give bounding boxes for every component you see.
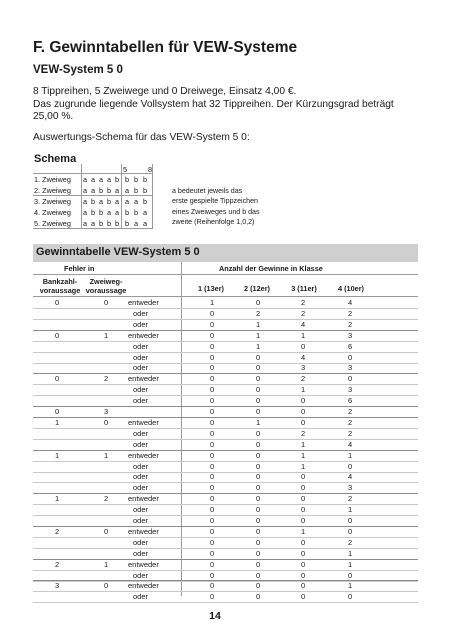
- count-cell: 0: [210, 548, 215, 558]
- schema-cell: a: [107, 208, 112, 217]
- count-cell: 0: [210, 461, 215, 471]
- schema-cell: a: [134, 219, 139, 228]
- count-cell: 0: [256, 483, 261, 493]
- count-cell: 0: [210, 319, 215, 329]
- group-rule: [33, 559, 418, 560]
- zweiweg-cell: 2: [104, 494, 109, 504]
- schema-cell: a: [143, 219, 148, 228]
- row-connector: oder: [133, 570, 149, 580]
- count-cell: 0: [256, 581, 261, 591]
- count-cell: 0: [210, 396, 215, 406]
- count-cell: 0: [210, 352, 215, 362]
- zweiweg-cell: 0: [104, 417, 109, 427]
- count-cell: 1: [348, 505, 353, 515]
- col-header-class: 4 (10er): [338, 284, 364, 293]
- row-connector: oder: [133, 516, 149, 525]
- schema-cell: b: [134, 186, 139, 195]
- count-cell: 0: [348, 352, 353, 362]
- count-cell: 0: [256, 450, 261, 460]
- count-cell: 1: [301, 330, 306, 340]
- col-header-class: 1 (13er): [198, 284, 224, 293]
- count-cell: 0: [256, 516, 261, 525]
- count-cell: 0: [256, 592, 261, 602]
- count-cell: 0: [301, 537, 306, 547]
- schema-cell: b: [143, 197, 148, 206]
- row-rule: [33, 384, 418, 385]
- row-connector: oder: [133, 592, 149, 602]
- schema-cell: a: [134, 197, 139, 206]
- count-cell: 3: [348, 385, 353, 395]
- count-cell: 3: [348, 483, 353, 493]
- count-cell: 0: [256, 494, 261, 504]
- schema-cell: b: [115, 175, 120, 184]
- count-cell: 0: [210, 330, 215, 340]
- row-connector: entweder: [128, 494, 159, 504]
- row-connector: oder: [133, 363, 149, 373]
- zweiweg-cell: 0: [104, 298, 109, 307]
- schema-cell: a: [91, 186, 96, 195]
- schema-cell: a: [83, 219, 88, 228]
- count-cell: 0: [210, 592, 215, 602]
- row-connector: entweder: [128, 330, 159, 340]
- row-rule: [33, 570, 418, 571]
- count-cell: 6: [348, 341, 353, 351]
- count-cell: 2: [301, 308, 306, 318]
- count-cell: 0: [210, 537, 215, 547]
- schema-table: [33, 152, 153, 229]
- count-cell: 0: [301, 592, 306, 602]
- count-cell: 1: [301, 439, 306, 449]
- bankzahl-cell: 1: [55, 417, 60, 427]
- count-cell: 0: [301, 341, 306, 351]
- count-cell: 0: [348, 516, 353, 525]
- count-cell: 1: [256, 417, 261, 427]
- schema-cell: b: [134, 208, 139, 217]
- row-rule: [33, 591, 418, 592]
- page-title: F. Gewinntabellen für VEW-Systeme: [33, 39, 298, 56]
- row-connector: oder: [133, 472, 149, 482]
- row-rule: [33, 308, 418, 309]
- schema-col-label: 5: [123, 165, 128, 174]
- bankzahl-cell: 0: [55, 330, 60, 340]
- row-connector: oder: [133, 308, 149, 318]
- schema-cell: b: [134, 175, 139, 184]
- row-connector: oder: [133, 385, 149, 395]
- count-cell: 2: [348, 417, 353, 427]
- count-cell: 2: [301, 374, 306, 384]
- schema-cell: a: [99, 175, 104, 184]
- count-cell: 0: [210, 472, 215, 482]
- count-cell: 0: [301, 581, 306, 591]
- row-rule: [33, 504, 418, 505]
- count-cell: 0: [301, 417, 306, 427]
- row-connector: entweder: [128, 298, 159, 307]
- row-connector: oder: [133, 352, 149, 362]
- schema-cell: a: [107, 175, 112, 184]
- schema-cell: a: [115, 197, 120, 206]
- group-rule: [33, 373, 418, 374]
- count-cell: 0: [210, 417, 215, 427]
- zweiweg-cell: 0: [104, 581, 109, 591]
- row-connector: entweder: [128, 374, 159, 384]
- row-connector: entweder: [128, 581, 159, 591]
- system-title: VEW-System 5 0: [33, 64, 123, 76]
- schema-row-label: 4. Zweiweg: [34, 208, 71, 217]
- schema-cell: b: [99, 186, 104, 195]
- count-cell: 0: [210, 559, 215, 569]
- row-rule: [33, 428, 418, 429]
- schema-cell: b: [125, 219, 130, 228]
- row-rule: [33, 537, 418, 538]
- count-cell: 0: [256, 548, 261, 558]
- count-cell: 0: [256, 298, 261, 307]
- schema-rule: [121, 164, 122, 229]
- count-cell: 4: [348, 298, 353, 307]
- schema-cell: b: [107, 197, 112, 206]
- count-cell: 0: [210, 450, 215, 460]
- count-cell: 0: [348, 592, 353, 602]
- fehler-in-header: Fehler in: [64, 264, 95, 273]
- count-cell: 0: [256, 363, 261, 373]
- schema-cell: b: [91, 197, 96, 206]
- count-cell: 2: [348, 428, 353, 438]
- group-rule: [33, 450, 418, 451]
- zweiweg-cell: 1: [104, 450, 109, 460]
- count-cell: 2: [301, 298, 306, 307]
- count-cell: 0: [256, 396, 261, 406]
- schema-cell: b: [125, 208, 130, 217]
- count-cell: 2: [348, 494, 353, 504]
- group-rule: [33, 406, 418, 407]
- count-cell: 1: [348, 450, 353, 460]
- count-cell: 0: [301, 483, 306, 493]
- row-connector: entweder: [128, 450, 159, 460]
- page-number: 14: [209, 610, 221, 622]
- schema-note-line: erste gespielte Tippzeichen: [172, 197, 258, 206]
- count-cell: 0: [256, 407, 261, 416]
- row-connector: oder: [133, 483, 149, 493]
- row-rule: [33, 602, 418, 603]
- count-cell: 0: [301, 494, 306, 504]
- row-connector: entweder: [128, 559, 159, 569]
- row-connector: oder: [133, 341, 149, 351]
- row-rule: [33, 482, 418, 483]
- col-header-class: 2 (12er): [244, 284, 270, 293]
- count-cell: 0: [256, 385, 261, 395]
- schema-cell: a: [125, 197, 130, 206]
- schema-row-label: 2. Zweiweg: [34, 186, 71, 195]
- row-connector: entweder: [128, 417, 159, 427]
- zweiweg-cell: 3: [104, 407, 109, 416]
- count-cell: 0: [301, 396, 306, 406]
- row-connector: oder: [133, 428, 149, 438]
- count-cell: 0: [210, 374, 215, 384]
- count-cell: 0: [348, 570, 353, 580]
- schema-row-label: 1. Zweiweg: [34, 175, 71, 184]
- count-cell: 0: [210, 516, 215, 525]
- count-cell: 0: [210, 505, 215, 515]
- schema-cell: b: [143, 186, 148, 195]
- count-cell: 3: [348, 330, 353, 340]
- row-connector: oder: [133, 461, 149, 471]
- count-cell: 1: [256, 319, 261, 329]
- schema-cell: a: [125, 186, 130, 195]
- row-connector: oder: [133, 396, 149, 406]
- count-cell: 0: [256, 570, 261, 580]
- count-cell: 0: [256, 537, 261, 547]
- count-cell: 0: [210, 439, 215, 449]
- zweiweg-cell: 1: [104, 330, 109, 340]
- count-cell: 0: [348, 374, 353, 384]
- group-rule: [33, 493, 418, 494]
- schema-cell: b: [99, 208, 104, 217]
- schema-cell: a: [83, 186, 88, 195]
- count-cell: 0: [210, 341, 215, 351]
- count-cell: 4: [348, 472, 353, 482]
- schema-cell: a: [83, 175, 88, 184]
- count-cell: 0: [210, 526, 215, 536]
- count-cell: 0: [210, 581, 215, 591]
- schema-cell: a: [115, 208, 120, 217]
- row-rule: [33, 548, 418, 549]
- count-cell: 2: [256, 308, 261, 318]
- bankzahl-cell: 0: [55, 298, 60, 307]
- count-cell: 0: [256, 505, 261, 515]
- count-cell: 4: [301, 352, 306, 362]
- group-rule: [33, 417, 418, 418]
- bankzahl-cell: 3: [55, 581, 60, 591]
- schema-cell: b: [125, 175, 130, 184]
- row-connector: oder: [133, 537, 149, 547]
- count-cell: 0: [256, 374, 261, 384]
- count-cell: 0: [301, 472, 306, 482]
- count-cell: 0: [210, 407, 215, 416]
- group-rule: [33, 580, 418, 581]
- row-rule: [33, 352, 418, 353]
- gewinntabelle-title: Gewinntabelle VEW-System 5 0: [36, 246, 200, 258]
- col-header-zweiweg: Zweiweg- voraussage: [85, 277, 127, 295]
- count-cell: 2: [348, 308, 353, 318]
- table-rule: [33, 296, 418, 297]
- intro-line: 25,00 %.: [33, 111, 74, 123]
- row-rule: [33, 319, 418, 320]
- col-header-class: 3 (11er): [291, 284, 317, 293]
- row-rule: [33, 472, 418, 473]
- table-rule: [181, 262, 182, 596]
- count-cell: 3: [348, 363, 353, 373]
- count-cell: 0: [301, 516, 306, 525]
- intro-line: 8 Tippreihen, 5 Zweiwege und 0 Dreiwege, Einsatz 4,00 €.: [33, 86, 297, 97]
- count-cell: 1: [256, 330, 261, 340]
- bankzahl-cell: 2: [55, 559, 60, 569]
- count-cell: 1: [301, 385, 306, 395]
- row-rule: [33, 515, 418, 516]
- row-rule: [33, 395, 418, 396]
- count-cell: 2: [348, 319, 353, 329]
- row-connector: oder: [133, 439, 149, 449]
- row-connector: oder: [133, 548, 149, 558]
- col-header-bankzahl: Bankzahl- voraussage: [39, 277, 81, 295]
- schema-cell: b: [107, 219, 112, 228]
- schema-note-line: eines Zweiweges und b das: [172, 207, 260, 216]
- count-cell: 1: [301, 526, 306, 536]
- count-cell: 0: [301, 548, 306, 558]
- count-cell: 1: [348, 559, 353, 569]
- row-connector: oder: [133, 319, 149, 329]
- bankzahl-cell: 1: [55, 450, 60, 460]
- zweiweg-cell: 0: [104, 526, 109, 536]
- auswertung-text: Auswertungs-Schema für das VEW-System 5 0:: [33, 132, 250, 143]
- schema-cell: a: [83, 208, 88, 217]
- count-cell: 0: [210, 308, 215, 318]
- schema-cell: b: [143, 175, 148, 184]
- count-cell: 0: [256, 461, 261, 471]
- count-cell: 0: [210, 570, 215, 580]
- count-cell: 0: [210, 494, 215, 504]
- row-rule: [33, 341, 418, 342]
- count-cell: 1: [348, 548, 353, 558]
- count-cell: 0: [348, 461, 353, 471]
- bankzahl-cell: 0: [55, 374, 60, 384]
- schema-cell: b: [99, 219, 104, 228]
- schema-cell: a: [83, 197, 88, 206]
- schema-cell: a: [91, 219, 96, 228]
- row-rule: [33, 439, 418, 440]
- group-rule: [33, 526, 418, 527]
- count-cell: 0: [210, 428, 215, 438]
- count-cell: 4: [301, 319, 306, 329]
- gewinntabelle-header: [33, 244, 418, 262]
- row-connector: oder: [133, 505, 149, 515]
- schema-col-label: 8: [148, 165, 153, 174]
- schema-note-line: a bedeutet jeweils das: [172, 187, 243, 195]
- schema-rule: [33, 195, 153, 196]
- count-cell: 3: [301, 363, 306, 373]
- schema-rule: [152, 164, 153, 229]
- zweiweg-cell: 2: [104, 374, 109, 384]
- schema-title: Schema: [34, 153, 77, 165]
- count-cell: 0: [301, 570, 306, 580]
- bankzahl-cell: 0: [55, 407, 60, 416]
- bankzahl-cell: 2: [55, 526, 60, 536]
- count-cell: 0: [301, 559, 306, 569]
- count-cell: 1: [301, 461, 306, 471]
- row-connector: entweder: [128, 526, 159, 536]
- schema-row-label: 5. Zweiweg: [34, 219, 71, 228]
- count-cell: 1: [210, 298, 215, 307]
- table-rule: [33, 274, 418, 275]
- count-cell: 4: [348, 439, 353, 449]
- count-cell: 0: [256, 439, 261, 449]
- schema-cell: a: [99, 197, 104, 206]
- count-cell: 2: [348, 537, 353, 547]
- row-rule: [33, 363, 418, 364]
- count-cell: 0: [210, 483, 215, 493]
- count-cell: 0: [210, 385, 215, 395]
- schema-cell: a: [115, 186, 120, 195]
- count-cell: 2: [301, 428, 306, 438]
- intro-line: Das zugrunde liegende Vollsystem hat 32 Tippreihen. Der Kürzungsgrad beträgt: [33, 98, 394, 110]
- count-cell: 0: [301, 407, 306, 416]
- row-rule: [33, 461, 418, 462]
- zweiweg-cell: 1: [104, 559, 109, 569]
- count-cell: 1: [256, 341, 261, 351]
- bankzahl-cell: 1: [55, 494, 60, 504]
- count-cell: 2: [348, 407, 353, 416]
- anzahl-header: Anzahl der Gewinne in Klasse: [219, 264, 323, 273]
- count-cell: 0: [256, 526, 261, 536]
- count-cell: 0: [256, 559, 261, 569]
- schema-rule: [81, 164, 82, 229]
- count-cell: 1: [301, 450, 306, 460]
- schema-cell: b: [91, 208, 96, 217]
- schema-note-line: zweite (Reihenfolge 1,0,2): [172, 218, 255, 227]
- schema-cell: b: [107, 186, 112, 195]
- count-cell: 1: [348, 581, 353, 591]
- count-cell: 6: [348, 396, 353, 406]
- count-cell: 0: [256, 472, 261, 482]
- count-cell: 0: [301, 505, 306, 515]
- schema-rule: [33, 173, 153, 174]
- schema-cell: b: [115, 219, 120, 228]
- count-cell: 0: [348, 526, 353, 536]
- count-cell: 0: [256, 428, 261, 438]
- count-cell: 0: [210, 363, 215, 373]
- schema-row-label: 3. Zweiweg: [34, 197, 71, 206]
- schema-rule: [33, 228, 153, 229]
- schema-cell: a: [143, 208, 148, 217]
- schema-cell: a: [91, 175, 96, 184]
- count-cell: 0: [256, 352, 261, 362]
- group-rule: [33, 330, 418, 331]
